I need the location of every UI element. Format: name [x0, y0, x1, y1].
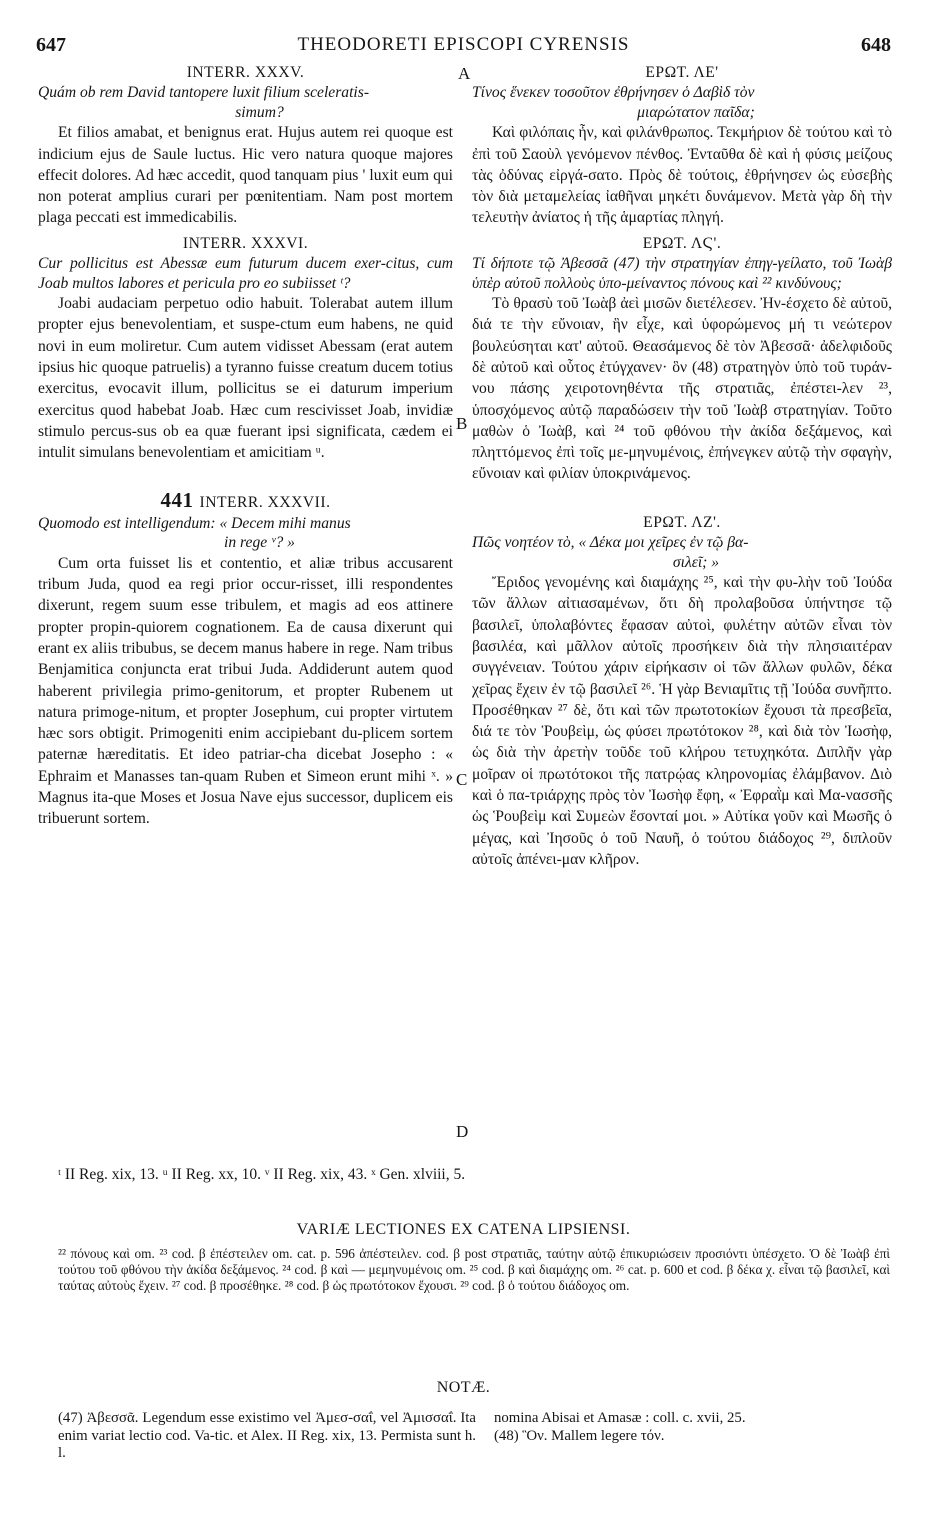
greek-question-35-line2: μιαρώτατον παῖδα; [637, 103, 755, 121]
latin-answer-37: Cum orta fuisset lis et contentio, et aliæ tribus accusarent tribum Juda, quod ea regi prior occur-risset, illi respondentes dixerunt, regem suum esse tribulem, et magis ad eos attinere propter propin-quiorem cognationem. Ea de causa dixerunt qui erant ex aliis tribubus, se decem manus habere in rege. Nam tribus Benjamitica conjuncta erat tribui Juda. Addiderunt autem quod haberent privilegia primo-genitorum, et propter Rubenem ut natura primoge-nitum, et propter Josephum, cui propter virtutem hæc sors obtigit. Primogeniti enim accipiebant du-plicem sortem paternæ hæreditatis. Et ideo patriar-cha dicebat Josepho : « Ephraim et Manasses tan-quam Ruben et Simeon erunt mihi ˣ. » Magnus ita-que Moses et Josua Nave ejus successor, duplicem eis tribuerunt sortem. [38, 554, 453, 828]
greek-question-heading-37: ΕΡΩΤ. ΛΖ'. [643, 513, 721, 531]
latin-question-37 [38, 514, 453, 553]
latin-question-heading-37-text: INTERR. XXXVII. [199, 494, 331, 512]
latin-question-35 [38, 83, 453, 122]
latin-question-35-line1: Quám ob rem David tantopere luxit filium sceleratis- [38, 84, 370, 102]
notae-right-column [494, 1410, 894, 1445]
greek-question-35 [472, 83, 892, 122]
notae-right-line2: (48) Ὃν. Mallem legere τόν. [494, 1427, 665, 1444]
latin-question-heading-36: INTERR. XXXVI. [182, 234, 309, 252]
latin-question-35-line2: simum? [235, 103, 284, 121]
greek-question-36: Τί δήποτε τῷ Ἀβεσσᾶ (47) τὴν στρατηγίαν ἐπηγ-γείλατο, τοῦ Ἰωὰβ ὑπὲρ αὐτοῦ πολλοὺς ὑπο-μείναντος πόνους καὶ ²² κινδύνους; [472, 255, 892, 292]
latin-question-36: Cur pollicitus est Abessæ eum futurum ducem exer-citus, cum Joab multos labores et pericula pro eo subiisset ᵗ? [38, 255, 453, 292]
latin-answer-35: Et filios amabat, et benignus erat. Hujus autem rei quoque est indicium ejus de Saule luctus. Hic vero natura quoque majores effecit dolores. Ad hæc accedit, quod tanquam pius ' luxit eum qui non poterat amplius curari per pœnitentiam. Nam post mortem plaga peccati est immedicabilis. [38, 124, 453, 227]
greek-answer-35: Καὶ φιλόπαις ἦν, καὶ φιλάνθρωπος. Τεκμήριον δὲ τούτου καὶ τὸ ἐπὶ τοῦ Σαοὺλ γενόμενον πένθος. Ἐνταῦθα δὲ καὶ ἡ φύσις μείζους τὰς ὀδύνας εἰργά-σατο. Πρὸς δὲ τούτοις, ἐθρήνησεν ὡς εὐσεβὴς τὸν διὰ μεταμελείας ἰαθῆναι μηκέτι δυνάμενον. Μετὰ γὰρ δὴ τὴν τελευτὴν ἀνίατος ἡ τῆς ἁμαρτίας πληγή. [472, 124, 892, 227]
running-title: THEODORETI EPISCOPI CYRENSIS [297, 34, 630, 55]
notae-right-line1: nomina Abisai et Amasæ : coll. c. xvii, 25. [494, 1410, 746, 1426]
latin-question-heading-37 [38, 490, 453, 513]
margin-marker-b: B [456, 414, 468, 433]
notae-title: NOTÆ. [436, 1379, 491, 1396]
page-number-left: 647 [36, 34, 66, 56]
greek-question-35-line1: Τίνος ἕνεκεν τοσοῦτον ἐθρήνησεν ὁ Δαβὶδ τὸν [472, 84, 755, 102]
greek-question-37-line2: σιλεῖ; » [672, 553, 720, 571]
variae-lectiones-text: ²² πόνους καὶ om. ²³ cod. β ἐπέστειλεν om. cat. p. 596 ἀπέστειλεν. cod. β post στρατιᾶς, ταύτην αὐτῷ ἐπικυριώσειν προσιόντι ὑπέσχετο. Ὁ δὲ Ἰωὰβ ἐπὶ τούτου τοῦ φθόνου τὴν ἀκίδα δεξάμενος. ²⁴ cod. β καὶ — μεμηνυμένοις om. ²⁵ cod. β καὶ διαμάχης om. ²⁶ cat. p. 600 et cod. β δέκα χ. εἶναι τῷ βασιλεῖ, καὶ ταύτας αὐτοὺς ἔχειν. ²⁷ cod. β προσέθηκε. ²⁸ cod. β ὡς πρωτότοκον ἔχουσι. ²⁹ cod. β ὁ τούτου διάδοχος om. [58, 1246, 890, 1293]
section-number: 441 [160, 488, 194, 513]
scripture-footnotes: ᵗ II Reg. xix, 13. ᵘ II Reg. xx, 10. ᵛ II Reg. xix, 43. ˣ Gen. xlviii, 5. [58, 1166, 466, 1183]
greek-question-37 [472, 533, 892, 572]
running-header [36, 34, 891, 58]
latin-question-37-line1: Quomodo est intelligendum: « Decem mihi manus [38, 514, 351, 532]
margin-marker-c: C [456, 770, 468, 789]
greek-answer-37: Ἔριδος γενομένης καὶ διαμάχης ²⁵, καὶ τὴν φυ-λὴν τοῦ Ἰούδα τῶν ἄλλων αἰτιασαμένων, ὅτι δὴ προλαβοῦσα ὑπήντησε τῷ βασιλεῖ, ὑπολαβόντες ἔφασαν αὐτοὶ, φυλέτην αὐτῶν εἶναι τὸν βασιλέα, καὶ μᾶλλον αὐτοῖς προσήκειν διὰ τὴν πλησιαιτέραν συγγένειαν. Τούτου χάριν εἰρήκασιν οἱ τῶν ἄλλων φυλῶν, δέκα χεῖρας ἔχειν ἐν τῷ βασιλεῖ ²⁶. Ἡ γὰρ Βενιαμῖτις τῇ Ἰούδα συνῆπτο. Προσέθηκαν ²⁷ δὲ, ὅτι καὶ τῶν πρωτοτοκίων ἔχουσι τὰ πρεσβεῖα, διά τε τὸν Ῥουβεὶμ, ὡς φύσει πρωτότοκον ²⁸, καὶ διὰ τὸν Ἰωσὴφ, ὡς διὰ τὴν ἀρετὴν τοῦδε τοῦ κλήρου τετυχηκότα. Διπλῆν γὰρ μοῖραν οἱ πρωτότοκοι τῆς πατρῴας κληρονομίας ἐλάμβανον. Διὸ καὶ ὁ πα-τριάρχης πρὸς τὸν Ἰωσὴφ ἔφη, « Ἐφραῒμ καὶ Μα-νασσῆς ὡς Ῥουβεὶμ καὶ Συμεὼν ἔσονταί μοι. » Αὐτίκα γοῦν καὶ Μωσῆς ὁ μέγας, καὶ Ἰησοῦς ὁ τοῦ Ναυῆ, ὁ τούτου διάδοχος ²⁹, διπλοῦν αὐτοῖς ἀπένει-μαν κλῆρον. [472, 574, 892, 868]
latin-column [38, 62, 453, 830]
notae-left-column: (47) Ἀβεσσᾶ. Legendum esse existimo vel Ἀμεσ-σαΐ, vel Ἀμισσαΐ. Ita enim variat lectio cod. Va-tic. et Alex. II Reg. xix, 13. Permista sunt h. l. [58, 1410, 476, 1461]
margin-marker-a: A [458, 64, 471, 83]
greek-question-heading-35: ΕΡΩΤ. ΛΕ' [645, 64, 719, 81]
latin-answer-36: Joabi audaciam perpetuo odio habuit. Tolerabat autem illum propter ejus benevolentiam, et suspe-ctum eum habens, ne quid novi in eum moliretur. Cum autem vidisset Abessam (erat autem ipsius hic quoque patruelis) a tyranno fuisse creatum ducem totius exercitus, evocavit illum, pollicitus se ei daturum imperium exercitus quod habebat Joab. Hæc cum rescivisset Joab, invidiæ stimulo percus-sus ob ea quæ fuerant ipsi significata, cædem ei intulit simulans benevolentiam et amicitiam ᵘ. [38, 295, 453, 462]
latin-question-heading-35: INTERR. XXXV. [186, 64, 305, 81]
greek-question-heading-36: ΕΡΩΤ. ΛϚ'. [642, 234, 722, 252]
page-number-right: 648 [861, 34, 891, 56]
latin-question-37-line2: in rege ᵛ? » [224, 534, 295, 552]
variae-lectiones-title: VARIÆ LECTIONES EX CATENA LIPSIENSI. [296, 1221, 631, 1238]
greek-answer-36: Τὸ θρασὺ τοῦ Ἰωὰβ ἀεὶ μισῶν διετέλεσεν. Ἠν-έσχετο δὲ αὐτοῦ, διά τε τὴν εὔνοιαν, ἣν εἶχε, καὶ ὑφορώμενος μή τι νεώτερον βουλεύσηται κατ' αὐτοῦ. Θεασάμενος δὲ τὸν Ἀβεσσᾶ· ἀδελφιδοῦς δὲ αὐτοῦ καὶ οὗτος ἐτύγχανεν· ὃν (48) στρατηγὸν ὑπὸ τοῦ τυράν-νου πάσης χειροτονηθέντα τῆς στρατιᾶς, ἐπέστει-λεν ²³, ὑποσχόμενος αὐτῷ παραδώσειν τὴν τοῦ Ἰωὰβ στρατηγίαν. Τοῦτο μαθὼν ὁ Ἰωὰβ, καὶ ²⁴ τοῦ φθόνου τὴν ἀκίδα δεξάμενος, καὶ πληττόμενος ἐπὶ τοῖς με-μηνυμένοις, ἐπήνεγκεν αὐτῷ τὴν σφαγὴν, εὔνοιαν καὶ φιλίαν ὑποκρινάμενος. [472, 295, 892, 483]
margin-marker-d: D [456, 1122, 469, 1141]
greek-question-37-line1: Πῶς νοητέον τὸ, « Δέκα μοι χεῖρες ἐν τῷ βα- [472, 534, 749, 552]
greek-column [472, 62, 892, 870]
